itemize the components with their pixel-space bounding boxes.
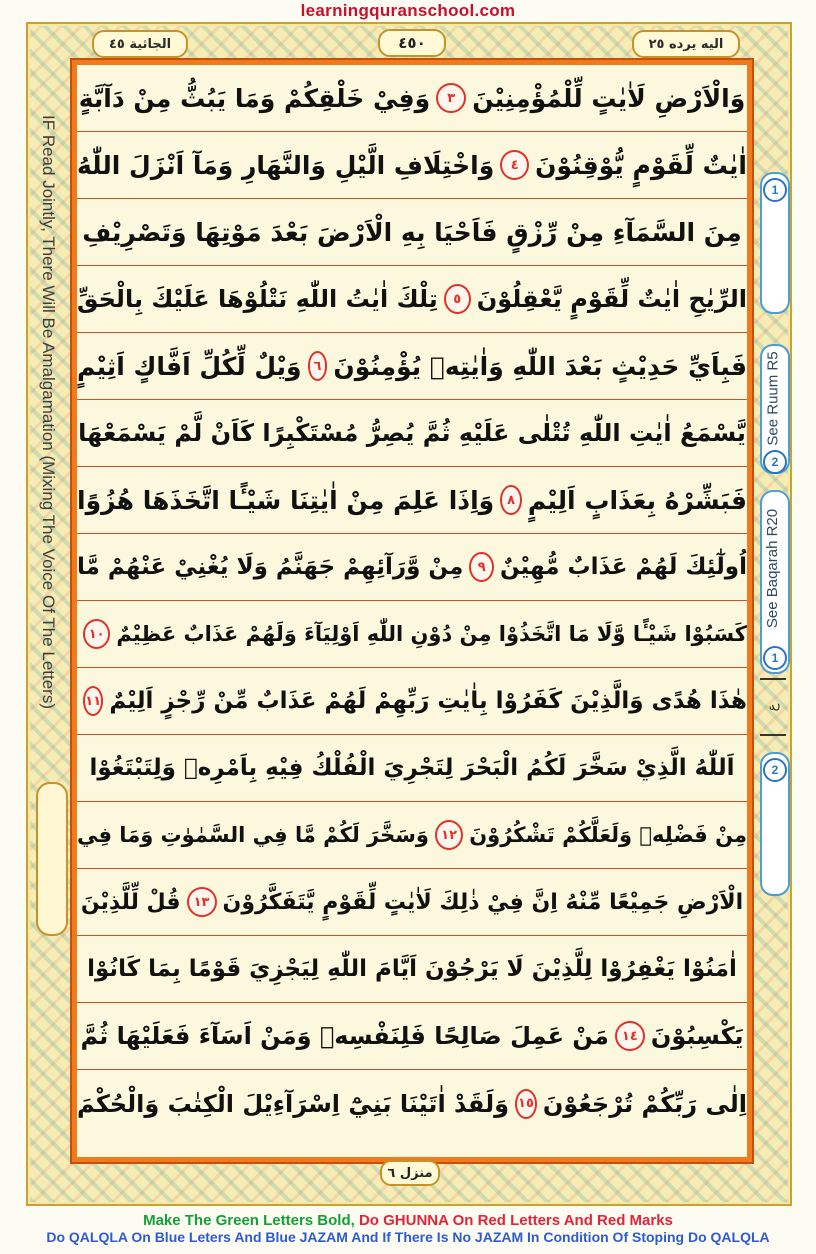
line-text: اٰمَنُوْا يَغْفِرُوْا لِلَّذِيْنَ لَا يَرْجُوْنَ اَيَّامَ اللّٰهِ لِيَجْزِيَ قَوْمًا بِمَا كَانُوْا xyxy=(87,956,737,982)
line-text: وَاخْتِلَافِ الَّيْلِ وَالنَّهَارِ وَمَآ اَنْزَلَ اللّٰهُ xyxy=(77,150,495,180)
line-text: كَسَبُوْا شَيْـًٔا وَّلَا مَا اتَّخَذُوْا مِنْ دُوْنِ اللّٰهِ اَوْلِيَآءَ وَلَهُمْ عَذَابٌ عَظِيْمٌ xyxy=(116,622,747,646)
ruku-marker xyxy=(760,678,786,736)
green-letters-note: Make The Green Letters Bold, xyxy=(143,1212,359,1229)
line-text: اٰيٰتٌ لِّقَوْمٍ يُّوْقِنُوْنَ xyxy=(535,150,747,180)
rail-mark-1b: 1 xyxy=(763,646,787,670)
page-number: ٤٥٠ xyxy=(378,29,446,57)
juz-name-tab: اليه يرده ٢٥ xyxy=(632,30,740,58)
see-ruum-text: See Ruum R5 xyxy=(764,350,782,446)
ayah-marker: ٦ xyxy=(308,351,328,381)
see-baqarah-text: See Baqarah R20 xyxy=(764,508,782,628)
line-text: فَبَشِّرْهُ بِعَذَابٍ اَلِيْمٍ xyxy=(527,485,747,515)
see-ruum-container xyxy=(758,344,788,452)
verse-line-2 xyxy=(77,132,747,199)
left-margin-note xyxy=(28,62,68,762)
ayah-marker: ٥ xyxy=(444,284,471,314)
line-text: قُلْ لِّلَّذِيْنَ xyxy=(80,889,181,915)
line-text: وَسَخَّرَ لَكُمْ مَّا فِي السَّمٰوٰتِ وَمَا فِي xyxy=(77,823,429,847)
verse-line-10 xyxy=(77,668,747,735)
rail-mark-2b: 2 xyxy=(763,758,787,782)
manzil-label: منزل ٦ xyxy=(380,1160,440,1186)
ayah-marker: ٣ xyxy=(436,83,466,113)
line-text: يَّسْمَعُ اٰيٰتِ اللّٰهِ تُتْلٰى عَلَيْهِ ثُمَّ يُصِرُّ مُسْتَكْبِرًا كَاَنْ لَّمْ يَسْمَعْهَا xyxy=(78,419,746,447)
ayah-marker: ٤ xyxy=(500,150,529,180)
verse-line-15 xyxy=(77,1003,747,1070)
line-text: مِنْ وَّرَآئِهِمْ جَهَنَّمُ وَلَا يُغْنِيْ عَنْهُمْ مَّا xyxy=(77,554,464,580)
line-text: مِنَ السَّمَآءِ مِنْ رِّزْقٍ فَاَحْيَا بِهِ الْاَرْضَ بَعْدَ مَوْتِهَا وَتَصْرِيْفِ xyxy=(82,217,742,247)
ayah-marker: ١٣ xyxy=(187,887,217,917)
line-text: وَيْلٌ لِّكُلِّ اَفَّاكٍ اَثِيْمٍ xyxy=(77,351,302,381)
line-text: مَنْ عَمِلَ صَالِحًا فَلِنَفْسِهٖ وَمَنْ اَسَآءَ فَعَلَيْهَا ثُمَّ xyxy=(80,1022,609,1050)
verse-line-13 xyxy=(77,869,747,936)
left-margin-badge xyxy=(36,782,68,936)
line-text: وَالْاَرْضِ لَاٰيٰتٍ لِّلْمُؤْمِنِيْنَ xyxy=(472,83,746,113)
verse-line-14 xyxy=(77,936,747,1003)
verse-line-6 xyxy=(77,400,747,467)
line-text: اِلٰى رَبِّكُمْ تُرْجَعُوْنَ xyxy=(542,1089,747,1118)
line-text: اُولٰٓئِكَ لَهُمْ عَذَابٌ مُّهِيْنٌ xyxy=(499,554,747,580)
rail-mark-1: 1 xyxy=(763,178,787,202)
line-text: وَلَقَدْ اٰتَيْنَا بَنِيْٓ اِسْرَآءِيْلَ الْكِتٰبَ وَالْحُكْمَ xyxy=(77,1089,510,1118)
ruku-sign: ع xyxy=(765,703,781,711)
tajweed-note-line-1 xyxy=(0,1212,816,1229)
line-text: مِنْ فَضْلِهٖ وَلَعَلَّكُمْ تَشْكُرُوْنَ xyxy=(469,823,747,847)
surah-name-tab: الجاثية ٤٥ xyxy=(92,30,188,58)
verse-line-3 xyxy=(77,199,747,266)
verse-line-7 xyxy=(77,467,747,534)
ayah-marker: ١٢ xyxy=(435,820,463,850)
line-text: الرِّيٰحِ اٰيٰتٌ لِّقَوْمٍ يَّعْقِلُوْنَ xyxy=(476,285,747,313)
line-text: اَللّٰهُ الَّذِيْ سَخَّرَ لَكُمُ الْبَحْرَ لِتَجْرِيَ الْفُلْكُ فِيْهِ بِاَمْرِهٖ وَلِتَبْتَغُوْا xyxy=(89,755,735,781)
ayah-marker: ١٥ xyxy=(515,1089,537,1119)
quran-text-panel xyxy=(72,60,752,1162)
tajweed-note-line-2: Do QALQLA On Blue Leters And Blue JAZAM And If There Is No JAZAM In Condition Of Stoping Do QALQLA xyxy=(46,1229,770,1245)
see-baqarah-container xyxy=(758,490,788,646)
verse-line-4 xyxy=(77,266,747,333)
line-text: وَاِذَا عَلِمَ مِنْ اٰيٰتِنَا شَيْـًٔا اتَّخَذَهَا هُزُوًا xyxy=(77,485,495,515)
ayah-marker: ٨ xyxy=(500,485,522,515)
verse-line-9 xyxy=(77,601,747,668)
red-letters-note: Do GHUNNA On Red Letters And Red Marks xyxy=(358,1212,673,1229)
line-text: فَبِاَيِّ حَدِيْثٍ بَعْدَ اللّٰهِ وَاٰيٰتِهٖ يُؤْمِنُوْنَ xyxy=(333,351,747,381)
verse-line-11 xyxy=(77,735,747,802)
rail-mark-2: 2 xyxy=(763,450,787,474)
verse-lines xyxy=(77,65,747,1157)
line-text: تِلْكَ اٰيٰتُ اللّٰهِ نَتْلُوْهَا عَلَيْكَ بِالْحَقِّ xyxy=(77,285,438,313)
ayah-marker: ١١ xyxy=(83,686,103,716)
verse-line-5 xyxy=(77,333,747,400)
verse-line-12 xyxy=(77,802,747,869)
ayah-marker: ٩ xyxy=(469,552,494,582)
verse-line-16 xyxy=(77,1070,747,1137)
line-text: وَفِيْ خَلْقِكُمْ وَمَا يَبُثُّ مِنْ دَآبَّةٍ xyxy=(78,83,431,113)
amalgamation-note: IF Read Jointly, There Will Be Amalgamation (Mixing The Voice Of The Letters) xyxy=(39,115,58,709)
verse-line-1 xyxy=(77,65,747,132)
ayah-marker: ١٠ xyxy=(83,619,110,649)
site-url[interactable]: learningquranschool.com xyxy=(300,1,516,20)
verse-line-8 xyxy=(77,534,747,601)
line-text: يَكْسِبُوْنَ xyxy=(650,1022,744,1050)
ayah-marker: ١٤ xyxy=(615,1021,645,1051)
line-text: الْاَرْضِ جَمِيْعًا مِّنْهُ اِنَّ فِيْ ذٰلِكَ لَاٰيٰتٍ لِّقَوْمٍ يَّتَفَكَّرُوْنَ xyxy=(222,889,744,915)
line-text: هٰذَا هُدًى وَالَّذِيْنَ كَفَرُوْا بِاٰيٰتِ رَبِّهِمْ لَهُمْ عَذَابٌ مِّنْ رِّجْزٍ اَلِيْمٌ xyxy=(109,688,747,714)
